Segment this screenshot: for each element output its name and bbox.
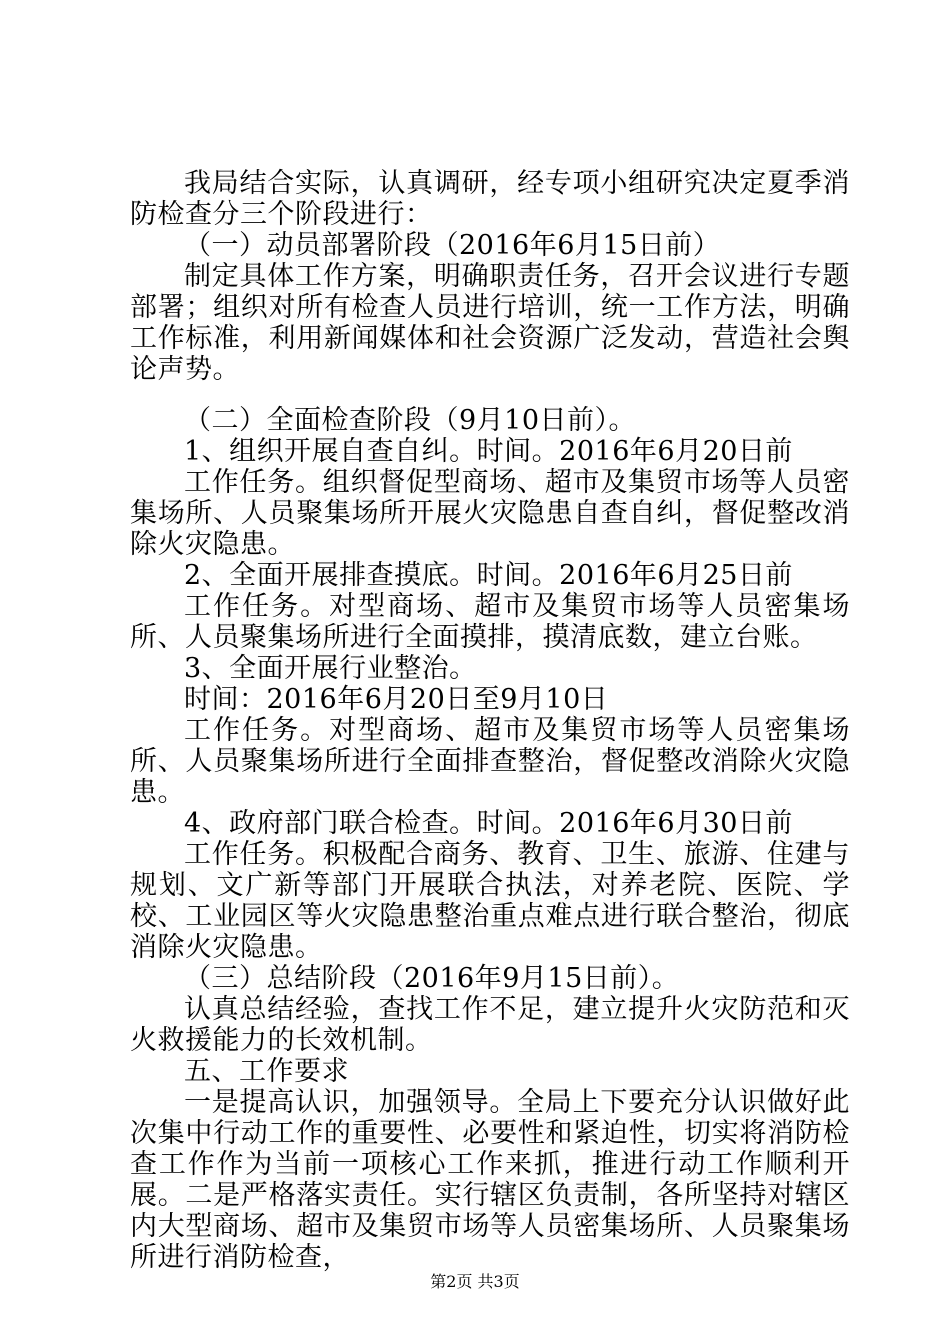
document-body (130, 168, 850, 1273)
item-3-title: 3、全面开展行业整治。 (184, 653, 477, 684)
item-3-time: 时间：2016年6月20日至9月10日 (184, 684, 609, 715)
heading-work-requirements: 五、工作要求 (184, 1056, 349, 1087)
item-4-title: 4、政府部门联合检查。时间。2016年6月30日前 (184, 808, 793, 839)
heading-stage-2: （二）全面检查阶段（9月10日前）。 (184, 405, 637, 436)
item-2-task: 工作任务。对型商场、超市及集贸市场等人员密集场所、人员聚集场所进行全面摸排，摸清底数，建立台账。 (130, 591, 850, 653)
paragraph-stage-1: 制定具体工作方案，明确职责任务，召开会议进行专题部署；组织对所有检查人员进行培训，统一工作方法，明确工作标准，利用新闻媒体和社会资源广泛发动，营造社会舆论声势。 (130, 261, 850, 385)
item-3-task: 工作任务。对型商场、超市及集贸市场等人员密集场所、人员聚集场所进行全面排查整治，督促整改消除火灾隐患。 (130, 715, 850, 808)
item-1-task: 工作任务。组织督促型商场、超市及集贸市场等人员密集场所、人员聚集场所开展火灾隐患自查自纠，督促整改消除火灾隐患。 (130, 467, 850, 560)
paragraph-stage-3: 认真总结经验，查找工作不足，建立提升火灾防范和灭火救援能力的长效机制。 (130, 994, 850, 1056)
item-4-task: 工作任务。积极配合商务、教育、卫生、旅游、住建与规划、文广新等部门开展联合执法，对养老院、医院、学校、工业园区等火灾隐患整治重点难点进行联合整治，彻底消除火灾隐患。 (130, 839, 850, 963)
item-1-title: 1、组织开展自查自纠。时间。2016年6月20日前 (184, 436, 793, 467)
heading-stage-3: （三）总结阶段（2016年9月15日前）。 (184, 963, 680, 994)
item-2-title: 2、全面开展排查摸底。时间。2016年6月25日前 (184, 560, 793, 591)
heading-stage-1: （一）动员部署阶段（2016年6月15日前） (184, 230, 721, 261)
paragraph-work-requirements: 一是提高认识，加强领导。全局上下要充分认识做好此次集中行动工作的重要性、必要性和紧迫性，切实将消防检查工作作为当前一项核心工作来抓，推进行动工作顺利开展。二是严格落实责任。实行辖区负责制，各所坚持对辖区内大型商场、超市及集贸市场等人员密集场所、人员聚集场所进行消防检查， (130, 1087, 850, 1273)
paragraph-intro: 我局结合实际，认真调研，经专项小组研究决定夏季消防检查分三个阶段进行： (130, 168, 850, 230)
page-footer (0, 1272, 950, 1292)
page-number-label: 第2页 共3页 (430, 1272, 520, 1291)
